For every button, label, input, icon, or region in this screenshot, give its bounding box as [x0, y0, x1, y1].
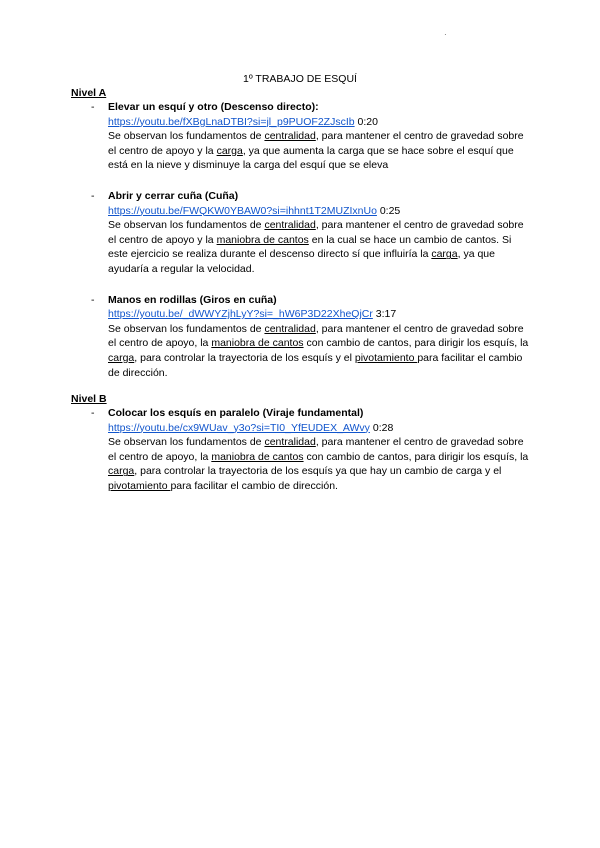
corner-mark: ·	[444, 30, 447, 39]
video-link[interactable]: https://youtu.be/fXBgLnaDTBI?si=jl_p9PUOF2ZJscIb	[108, 115, 355, 128]
term-pivotamiento: pivotamiento	[108, 480, 171, 493]
exercise-description	[108, 129, 531, 173]
video-timestamp: 0:25	[376, 204, 401, 217]
desc-text: Se observan los fundamentos de	[108, 322, 265, 335]
desc-text: , ya que ayudaría a regular la velocidad.	[108, 248, 495, 275]
desc-text: Se observan los fundamentos de	[108, 219, 265, 232]
term-carga: carga	[431, 248, 458, 261]
level-a-heading: Nivel A	[71, 87, 107, 99]
desc-text: Se observan los fundamentos de	[108, 436, 265, 449]
term-centralidad: centralidad	[264, 219, 316, 232]
desc-text: con cambio de cantos, para dirigir los esquís, la	[303, 337, 529, 350]
desc-text: , para mantener el centro de gravedad sobre el centro de apoyo y la	[108, 130, 524, 157]
document-title: 1º TRABAJO DE ESQUÍ	[243, 73, 357, 85]
exercise-title: Colocar los esquís en paralelo (Viraje fundamental)	[108, 407, 364, 420]
video-timestamp: 0:20	[354, 115, 378, 128]
term-maniobra-de-cantos: maniobra de cantos	[211, 337, 304, 350]
video-timestamp: 3:17	[372, 308, 397, 321]
bullet: -	[91, 101, 95, 113]
exercise-title: Manos en rodillas (Giros en cuña)	[108, 293, 277, 306]
term-maniobra-de-cantos: maniobra de cantos	[211, 450, 304, 463]
link-line	[108, 421, 531, 436]
term-centralidad: centralidad	[264, 436, 316, 449]
term-carga: carga	[108, 465, 135, 478]
document-body	[71, 86, 531, 494]
desc-text: , ya que aumenta la carga que se hace sobre el esquí que está en la nieve y disminuye la carga del esquí que se eleva	[108, 144, 514, 172]
desc-text: para facilitar el cambio de dirección.	[108, 351, 523, 379]
desc-text: , para mantener el centro de gravedad sobre el centro de apoyo, la	[108, 322, 524, 350]
desc-text: , para mantener el centro de gravedad sobre el centro de apoyo, la	[108, 436, 524, 463]
desc-text: con cambio de cantos, para dirigir los esquís, la	[303, 450, 529, 463]
exercise-item	[71, 293, 531, 381]
video-link[interactable]: https://youtu.be/_dWWYZjhLyY?si=_hW6P3D22XheQjCr	[108, 308, 373, 321]
bullet: -	[91, 407, 95, 420]
term-pivotamiento: pivotamiento	[354, 351, 418, 364]
video-link[interactable]: https://youtu.be/FWQKW0YBAW0?si=ihhnt1T2MUZIxnUo	[108, 204, 377, 217]
term-maniobra-de-cantos: maniobra de cantos	[216, 233, 309, 246]
exercise-title: Elevar un esquí y otro (Descenso directo):	[108, 101, 319, 113]
exercise-description	[108, 322, 531, 380]
desc-text: , para controlar la trayectoria de los esquís y el	[134, 351, 355, 364]
video-link[interactable]: https://youtu.be/cx9WUav_y3o?si=TI0_YfEUDEX_AWvy	[108, 421, 370, 434]
exercise-item	[71, 406, 531, 494]
desc-text: , para mantener el centro de gravedad sobre el centro de apoyo y la	[108, 219, 524, 246]
exercise-title: Abrir y cerrar cuña (Cuña)	[108, 189, 239, 202]
exercise-description	[108, 435, 531, 493]
exercise-item	[71, 100, 531, 173]
term-carga: carga	[108, 351, 135, 364]
level-b-heading: Nivel B	[71, 393, 107, 406]
term-centralidad: centralidad	[264, 130, 316, 143]
link-line	[108, 204, 531, 219]
bullet: -	[91, 189, 95, 202]
exercise-item	[71, 189, 531, 277]
video-timestamp: 0:28	[369, 421, 394, 434]
link-line	[108, 115, 531, 130]
desc-text: en la cual se hace un cambio de cantos. Si este ejercicio se realiza durante el descenso directo sí que influiría la	[108, 233, 512, 261]
term-carga: carga	[216, 144, 243, 157]
term-centralidad: centralidad	[264, 322, 316, 335]
desc-text: , para controlar la trayectoria de los esquís ya que hay un cambio de carga y el	[134, 465, 502, 478]
bullet: -	[91, 293, 95, 306]
desc-text: para facilitar el cambio de dirección.	[170, 480, 338, 493]
link-line	[108, 307, 531, 322]
exercise-description	[108, 218, 531, 276]
desc-text: Se observan los fundamentos de	[108, 130, 265, 143]
